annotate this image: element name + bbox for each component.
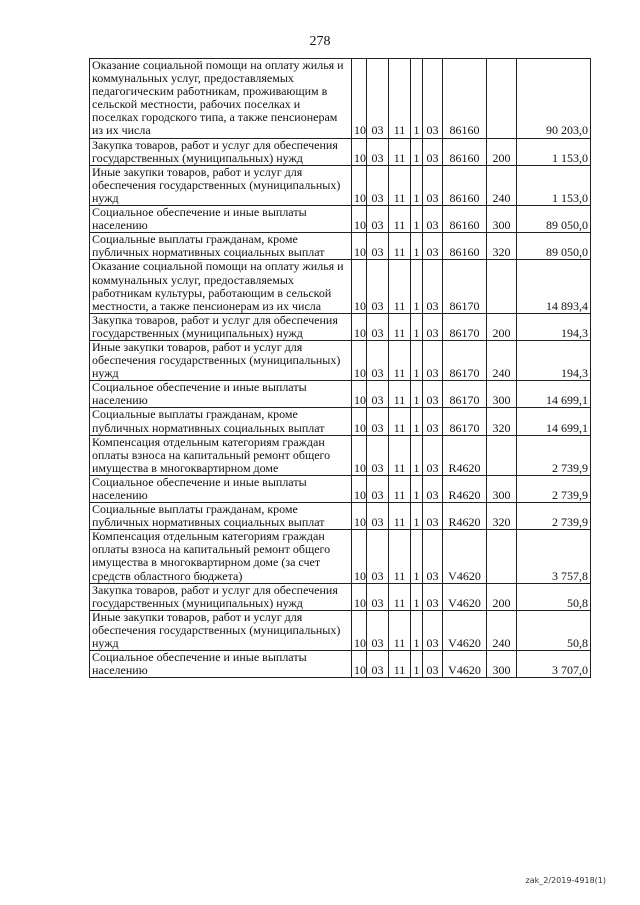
subprogram-code: 1 xyxy=(411,408,423,435)
expense-direction-code: 86170 xyxy=(443,381,487,408)
activity-code: 03 xyxy=(423,260,443,313)
expense-type-code: 300 xyxy=(487,475,517,502)
expense-direction-code: R4620 xyxy=(443,475,487,502)
subprogram-code: 1 xyxy=(411,313,423,340)
program-code: 11 xyxy=(389,381,411,408)
row-name: Оказание социальной помощи на оплату жилья и коммунальных услуг, предоставляемых педагогическим работникам, проживающим в сельской местности, рабочих поселках и поселках городского типа, а также пенсионерам из их числа xyxy=(90,59,352,139)
activity-code: 03 xyxy=(423,651,443,678)
row-name: Социальное обеспечение и иные выплаты населению xyxy=(90,381,352,408)
expense-type-code: 300 xyxy=(487,206,517,233)
activity-code: 03 xyxy=(423,610,443,650)
expense-type-code: 240 xyxy=(487,340,517,380)
table-row xyxy=(90,530,591,583)
subsection-code: 03 xyxy=(367,59,389,139)
expense-direction-code: V4620 xyxy=(443,610,487,650)
activity-code: 03 xyxy=(423,59,443,139)
subsection-code: 03 xyxy=(367,233,389,260)
row-name: Социальные выплаты гражданам, кроме публичных нормативных социальных выплат xyxy=(90,408,352,435)
expense-direction-code: 86170 xyxy=(443,260,487,313)
subprogram-code: 1 xyxy=(411,340,423,380)
amount: 1 153,0 xyxy=(517,165,591,205)
subsection-code: 03 xyxy=(367,381,389,408)
subprogram-code: 1 xyxy=(411,530,423,583)
row-name: Социальные выплаты гражданам, кроме публичных нормативных социальных выплат xyxy=(90,503,352,530)
subsection-code: 03 xyxy=(367,408,389,435)
program-code: 11 xyxy=(389,138,411,165)
row-name: Компенсация отдельным категориям граждан оплаты взноса на капитальный ремонт общего имущества в многоквартирном доме xyxy=(90,435,352,475)
activity-code: 03 xyxy=(423,530,443,583)
subsection-code: 03 xyxy=(367,165,389,205)
table-row xyxy=(90,59,591,139)
subprogram-code: 1 xyxy=(411,475,423,502)
subsection-code: 03 xyxy=(367,583,389,610)
program-code: 11 xyxy=(389,435,411,475)
table-row xyxy=(90,583,591,610)
activity-code: 03 xyxy=(423,313,443,340)
subprogram-code: 1 xyxy=(411,138,423,165)
table-row xyxy=(90,503,591,530)
expense-type-code: 300 xyxy=(487,651,517,678)
table-row xyxy=(90,233,591,260)
subsection-code: 03 xyxy=(367,503,389,530)
section-code: 10 xyxy=(352,503,367,530)
section-code: 10 xyxy=(352,651,367,678)
row-name: Иные закупки товаров, работ и услуг для обеспечения государственных (муниципальных) нужд xyxy=(90,165,352,205)
table-row xyxy=(90,313,591,340)
program-code: 11 xyxy=(389,610,411,650)
subsection-code: 03 xyxy=(367,651,389,678)
expense-type-code: 320 xyxy=(487,233,517,260)
subsection-code: 03 xyxy=(367,206,389,233)
expense-type-code: 200 xyxy=(487,313,517,340)
page-number: 278 xyxy=(309,34,331,49)
subprogram-code: 1 xyxy=(411,583,423,610)
program-code: 11 xyxy=(389,165,411,205)
program-code: 11 xyxy=(389,313,411,340)
expense-type-code xyxy=(487,260,517,313)
section-code: 10 xyxy=(352,138,367,165)
table-row xyxy=(90,138,591,165)
expense-type-code xyxy=(487,435,517,475)
row-name: Оказание социальной помощи на оплату жилья и коммунальных услуг, предоставляемых работникам культуры, работающим в сельской местности, а также пенсионерам из их числа xyxy=(90,260,352,313)
subsection-code: 03 xyxy=(367,475,389,502)
program-code: 11 xyxy=(389,408,411,435)
subprogram-code: 1 xyxy=(411,59,423,139)
expense-direction-code: 86170 xyxy=(443,408,487,435)
amount: 50,8 xyxy=(517,583,591,610)
amount: 2 739,9 xyxy=(517,475,591,502)
program-code: 11 xyxy=(389,59,411,139)
budget-table xyxy=(89,58,591,678)
amount: 194,3 xyxy=(517,340,591,380)
subprogram-code: 1 xyxy=(411,651,423,678)
section-code: 10 xyxy=(352,475,367,502)
program-code: 11 xyxy=(389,260,411,313)
subprogram-code: 1 xyxy=(411,260,423,313)
expense-direction-code: 86160 xyxy=(443,165,487,205)
document-code: zak_2/2019-4918(1) xyxy=(525,876,606,885)
subprogram-code: 1 xyxy=(411,610,423,650)
activity-code: 03 xyxy=(423,381,443,408)
expense-direction-code: 86160 xyxy=(443,233,487,260)
amount: 3 757,8 xyxy=(517,530,591,583)
table-row xyxy=(90,475,591,502)
expense-type-code: 320 xyxy=(487,408,517,435)
table-row xyxy=(90,435,591,475)
amount: 14 699,1 xyxy=(517,381,591,408)
amount: 194,3 xyxy=(517,313,591,340)
row-name: Социальные выплаты гражданам, кроме публичных нормативных социальных выплат xyxy=(90,233,352,260)
row-name: Закупка товаров, работ и услуг для обеспечения государственных (муниципальных) нужд xyxy=(90,583,352,610)
activity-code: 03 xyxy=(423,408,443,435)
expense-type-code xyxy=(487,59,517,139)
amount: 3 707,0 xyxy=(517,651,591,678)
expense-direction-code: 86160 xyxy=(443,206,487,233)
activity-code: 03 xyxy=(423,435,443,475)
section-code: 10 xyxy=(352,260,367,313)
expense-direction-code: V4620 xyxy=(443,651,487,678)
expense-type-code: 200 xyxy=(487,138,517,165)
program-code: 11 xyxy=(389,233,411,260)
row-name: Социальное обеспечение и иные выплаты населению xyxy=(90,651,352,678)
row-name: Закупка товаров, работ и услуг для обеспечения государственных (муниципальных) нужд xyxy=(90,313,352,340)
amount: 89 050,0 xyxy=(517,233,591,260)
subprogram-code: 1 xyxy=(411,435,423,475)
table-row xyxy=(90,340,591,380)
expense-type-code: 200 xyxy=(487,583,517,610)
table-row xyxy=(90,260,591,313)
table-row xyxy=(90,206,591,233)
section-code: 10 xyxy=(352,206,367,233)
expense-direction-code: 86160 xyxy=(443,138,487,165)
table-row xyxy=(90,165,591,205)
program-code: 11 xyxy=(389,340,411,380)
subprogram-code: 1 xyxy=(411,381,423,408)
activity-code: 03 xyxy=(423,233,443,260)
activity-code: 03 xyxy=(423,503,443,530)
section-code: 10 xyxy=(352,408,367,435)
row-name: Социальное обеспечение и иные выплаты населению xyxy=(90,206,352,233)
amount: 50,8 xyxy=(517,610,591,650)
program-code: 11 xyxy=(389,206,411,233)
section-code: 10 xyxy=(352,381,367,408)
subprogram-code: 1 xyxy=(411,233,423,260)
program-code: 11 xyxy=(389,583,411,610)
activity-code: 03 xyxy=(423,583,443,610)
budget-table-body xyxy=(90,59,591,678)
expense-direction-code: R4620 xyxy=(443,503,487,530)
subsection-code: 03 xyxy=(367,530,389,583)
expense-direction-code: V4620 xyxy=(443,530,487,583)
section-code: 10 xyxy=(352,435,367,475)
amount: 90 203,0 xyxy=(517,59,591,139)
subsection-code: 03 xyxy=(367,435,389,475)
section-code: 10 xyxy=(352,583,367,610)
subsection-code: 03 xyxy=(367,260,389,313)
section-code: 10 xyxy=(352,165,367,205)
program-code: 11 xyxy=(389,530,411,583)
section-code: 10 xyxy=(352,610,367,650)
subsection-code: 03 xyxy=(367,610,389,650)
subprogram-code: 1 xyxy=(411,503,423,530)
subprogram-code: 1 xyxy=(411,206,423,233)
expense-direction-code: 86160 xyxy=(443,59,487,139)
expense-type-code: 240 xyxy=(487,165,517,205)
activity-code: 03 xyxy=(423,206,443,233)
expense-direction-code: 86170 xyxy=(443,313,487,340)
expense-type-code: 300 xyxy=(487,381,517,408)
amount: 14 699,1 xyxy=(517,408,591,435)
row-name: Иные закупки товаров, работ и услуг для обеспечения государственных (муниципальных) нужд xyxy=(90,340,352,380)
expense-type-code: 320 xyxy=(487,503,517,530)
activity-code: 03 xyxy=(423,138,443,165)
table-row xyxy=(90,408,591,435)
table-row xyxy=(90,651,591,678)
expense-type-code: 240 xyxy=(487,610,517,650)
activity-code: 03 xyxy=(423,340,443,380)
section-code: 10 xyxy=(352,313,367,340)
amount: 2 739,9 xyxy=(517,435,591,475)
amount: 14 893,4 xyxy=(517,260,591,313)
program-code: 11 xyxy=(389,503,411,530)
section-code: 10 xyxy=(352,59,367,139)
row-name: Иные закупки товаров, работ и услуг для обеспечения государственных (муниципальных) нужд xyxy=(90,610,352,650)
row-name: Социальное обеспечение и иные выплаты населению xyxy=(90,475,352,502)
expense-direction-code: 86170 xyxy=(443,340,487,380)
activity-code: 03 xyxy=(423,475,443,502)
table-row xyxy=(90,610,591,650)
program-code: 11 xyxy=(389,475,411,502)
section-code: 10 xyxy=(352,233,367,260)
section-code: 10 xyxy=(352,530,367,583)
expense-type-code xyxy=(487,530,517,583)
program-code: 11 xyxy=(389,651,411,678)
expense-direction-code: V4620 xyxy=(443,583,487,610)
subsection-code: 03 xyxy=(367,340,389,380)
table-row xyxy=(90,381,591,408)
expense-direction-code: R4620 xyxy=(443,435,487,475)
subprogram-code: 1 xyxy=(411,165,423,205)
subsection-code: 03 xyxy=(367,313,389,340)
subsection-code: 03 xyxy=(367,138,389,165)
row-name: Компенсация отдельным категориям граждан оплаты взноса на капитальный ремонт общего имущества в многоквартирном доме (за счет средств областного бюджета) xyxy=(90,530,352,583)
amount: 89 050,0 xyxy=(517,206,591,233)
activity-code: 03 xyxy=(423,165,443,205)
amount: 2 739,9 xyxy=(517,503,591,530)
amount: 1 153,0 xyxy=(517,138,591,165)
row-name: Закупка товаров, работ и услуг для обеспечения государственных (муниципальных) нужд xyxy=(90,138,352,165)
section-code: 10 xyxy=(352,340,367,380)
